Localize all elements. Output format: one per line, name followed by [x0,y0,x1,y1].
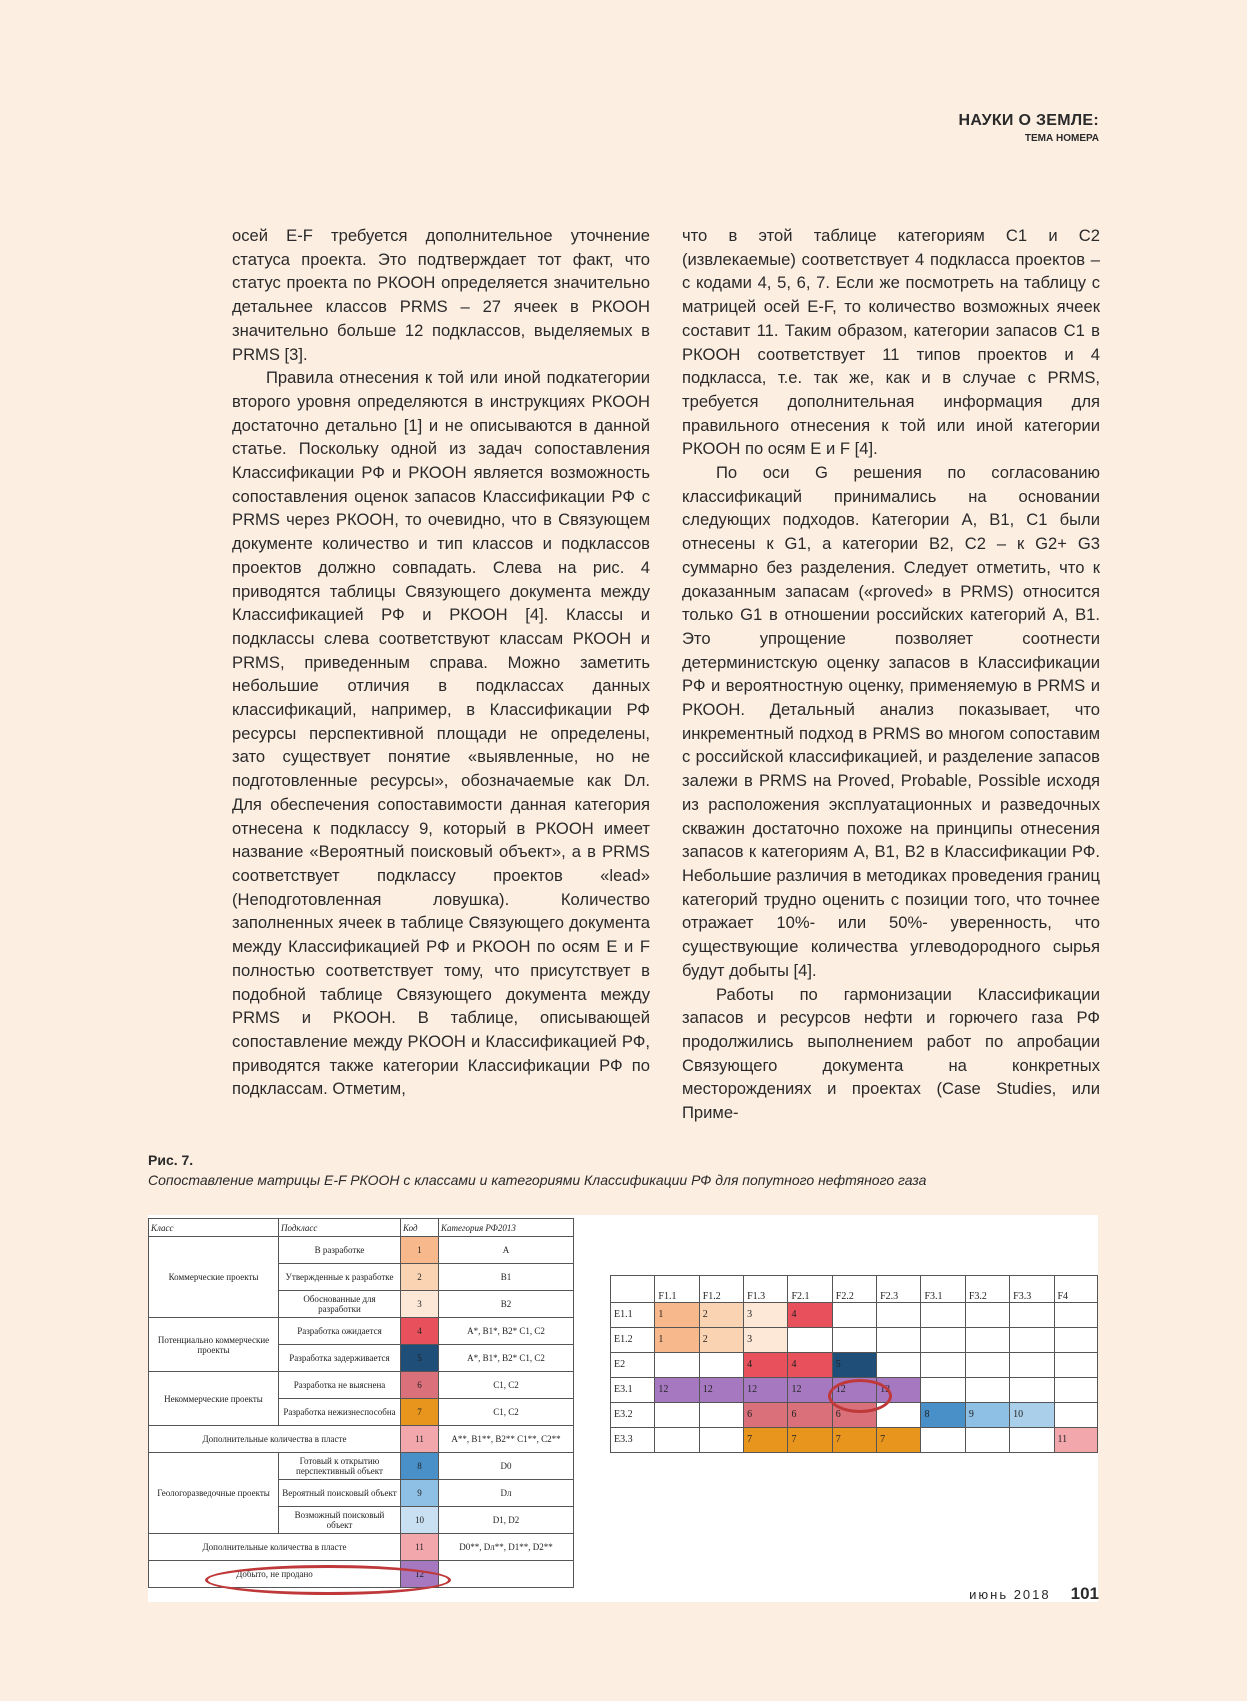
code-cell: 11 [401,1534,439,1561]
matrix-cell: 2 [699,1303,743,1328]
matrix-cell: 12 [699,1378,743,1403]
matrix-cell [1054,1353,1098,1378]
code-cell: 8 [401,1453,439,1480]
code-cell: 2 [401,1264,439,1291]
table-row [149,1372,574,1399]
matrix-cell [655,1428,699,1453]
matrix-cell [877,1303,921,1328]
table-row [149,1237,574,1264]
column-header: F1.3 [744,1276,788,1303]
class-cell: Некоммерческие проекты [149,1372,279,1426]
matrix-cell [965,1378,1009,1403]
matrix-cell: 1 [655,1328,699,1353]
matrix-cell: 7 [877,1428,921,1453]
matrix-cell: 3 [744,1328,788,1353]
issue-date: июнь 2018 [969,1587,1051,1602]
matrix-cell [655,1403,699,1428]
row-header: E3.1 [611,1378,655,1403]
matrix-cell [832,1328,876,1353]
matrix-cell: 1 [655,1303,699,1328]
table-header-cell: Подкласс [279,1219,401,1237]
code-cell: 10 [401,1507,439,1534]
category-cell: С1, С2 [439,1399,574,1426]
matrix-cell: 11 [1054,1428,1098,1453]
code-cell: 4 [401,1318,439,1345]
matrix-cell: 2 [699,1328,743,1353]
matrix-row [611,1303,1098,1328]
left-text-column [232,224,650,1101]
code-cell: 5 [401,1345,439,1372]
row-header: E2 [611,1353,655,1378]
column-header: F2.1 [788,1276,832,1303]
matrix-cell: 12 [744,1378,788,1403]
figure-caption [148,1150,1098,1190]
subclass-cell: Возможный поисковый объект [279,1507,401,1534]
code-cell: 1 [401,1237,439,1264]
table-row [149,1426,574,1453]
matrix-cell [832,1303,876,1328]
matrix-row [611,1428,1098,1453]
code-cell: 11 [401,1426,439,1453]
row-header: E3.2 [611,1403,655,1428]
matrix-cell [921,1328,965,1353]
matrix-cell: 9 [965,1403,1009,1428]
paragraph: Работы по гармонизации Классификации запасов и ресурсов нефти и горючего газа РФ продолжились выполнением работ по апробации Связующего документа на конкретных месторождениях и проектах (Case Studies, или Приме- [682,984,1100,1123]
matrix-cell [965,1328,1009,1353]
matrix-cell [1010,1353,1054,1378]
matrix-cell: 7 [832,1428,876,1453]
matrix-cell: 7 [788,1428,832,1453]
matrix-cell [699,1353,743,1378]
subclass-cell: Разработка ожидается [279,1318,401,1345]
matrix-cell: 6 [832,1403,876,1428]
row-header: E1.1 [611,1303,655,1328]
matrix-cell: 12 [832,1378,876,1403]
category-cell [439,1561,574,1588]
matrix-cell: 4 [788,1353,832,1378]
matrix-cell: 6 [744,1403,788,1428]
table-header-cell: Код [401,1219,439,1237]
class-cell: Дополнительные количества в пласте [149,1534,401,1561]
subclass-cell: Разработка нежизнеспособна [279,1399,401,1426]
code-cell: 7 [401,1399,439,1426]
column-header: F4 [1054,1276,1098,1303]
matrix-cell: 12 [877,1378,921,1403]
matrix-cell [1010,1303,1054,1328]
highlight-oval [205,1565,451,1595]
matrix-cell [655,1353,699,1378]
figure-title: Рис. 7. [148,1152,194,1168]
matrix-cell [921,1353,965,1378]
matrix-cell: 10 [1010,1403,1054,1428]
class-cell: Потенциально коммерческие проекты [149,1318,279,1372]
paragraph: что в этой таблице категориям С1 и С2 (извлекаемые) соответствует 4 подкласса проектов – с кодами 4, 5, 6, 7. Если же посмотреть на таблицу с матрицей осей E-F, то количество возможных ячеек составит 11. Таким образом, категории запасов С1 в РКООН соответствует 11 типов проектов и 4 подкласса, т.е. так же, как и в случае с PRMS, требуется дополнительная информация для правильного отнесения к той или иной категории РКООН по осям E и F [4]. [682,226,1100,459]
class-cell: Геологоразведочные проекты [149,1453,279,1534]
matrix-cell [1010,1428,1054,1453]
matrix-cell [877,1353,921,1378]
table-row [149,1453,574,1480]
section-header [958,112,1099,144]
subclass-cell: Обоснованные для разработки [279,1291,401,1318]
matrix-row [611,1328,1098,1353]
column-header: F2.3 [877,1276,921,1303]
row-header: E1.2 [611,1328,655,1353]
matrix-cell: 8 [921,1403,965,1428]
matrix-cell [788,1328,832,1353]
subclass-cell: Готовый к открытию перспективный объект [279,1453,401,1480]
category-cell: В1 [439,1264,574,1291]
matrix-cell [921,1428,965,1453]
subclass-cell: В разработке [279,1237,401,1264]
matrix-cell: 4 [788,1303,832,1328]
table-header-cell: Категория РФ2013 [439,1219,574,1237]
matrix-cell [1010,1378,1054,1403]
section-title: НАУКИ О ЗЕМЛЕ: [958,112,1099,129]
category-cell: С1, С2 [439,1372,574,1399]
highlight-oval [828,1379,892,1413]
column-header: F1.1 [655,1276,699,1303]
column-header: F2.2 [832,1276,876,1303]
matrix-cell [965,1428,1009,1453]
matrix-cell: 12 [655,1378,699,1403]
ef-matrix-table [610,1275,1098,1453]
matrix-cell: 5 [832,1353,876,1378]
matrix-cell: 4 [744,1353,788,1378]
matrix-cell [921,1303,965,1328]
category-cell: Dл [439,1480,574,1507]
category-cell: В2 [439,1291,574,1318]
matrix-cell [877,1328,921,1353]
matrix-cell [1054,1303,1098,1328]
category-cell: D0 [439,1453,574,1480]
row-header: E3.3 [611,1428,655,1453]
class-cell: Добыто, не продано [149,1561,401,1588]
class-cell: Дополнительные количества в пласте [149,1426,401,1453]
subclass-cell: Утвержденные к разработке [279,1264,401,1291]
matrix-cell: 6 [788,1403,832,1428]
matrix-cell: 12 [788,1378,832,1403]
code-cell: 3 [401,1291,439,1318]
code-cell: 12 [401,1561,439,1588]
table-row [149,1318,574,1345]
matrix-cell [1054,1378,1098,1403]
category-cell: D0**, Dл**, D1**, D2** [439,1534,574,1561]
matrix-cell: 3 [744,1303,788,1328]
page-number: 101 [1070,1584,1099,1603]
right-text-column [682,224,1100,1125]
table-header-cell: Класс [149,1219,279,1237]
category-cell: А [439,1237,574,1264]
category-cell: D1, D2 [439,1507,574,1534]
column-header: F3.2 [965,1276,1009,1303]
matrix-cell [921,1378,965,1403]
subclass-cell: Разработка задерживается [279,1345,401,1372]
table-row [149,1534,574,1561]
column-header: F3.3 [1010,1276,1054,1303]
code-cell: 9 [401,1480,439,1507]
column-header: F3.1 [921,1276,965,1303]
figure-7 [148,1215,1098,1602]
matrix-cell: 7 [744,1428,788,1453]
subclass-cell: Вероятный поисковый объект [279,1480,401,1507]
paragraph: осей E-F требуется дополнительное уточнение статуса проекта. Это подтверждает тот факт, что статус проекта по РКООН определяется значительно детальнее классов PRMS – 27 ячеек в РКООН значительно больше 12 подклассов, выделяемых в PRMS [3]. [232,226,650,364]
column-header: F1.2 [699,1276,743,1303]
matrix-cell [699,1428,743,1453]
matrix-cell [965,1303,1009,1328]
category-cell: А*, В1*, В2* С1, С2 [439,1318,574,1345]
matrix-cell [699,1403,743,1428]
category-cell: А*, В1*, В2* С1, С2 [439,1345,574,1372]
section-subtitle: ТЕМА НОМЕРА [1024,133,1099,144]
matrix-cell [1010,1328,1054,1353]
subclass-cell: Разработка не выяснена [279,1372,401,1399]
matrix-cell [1054,1403,1098,1428]
classification-table [148,1218,574,1588]
matrix-cell [965,1353,1009,1378]
paragraph: Правила отнесения к той или иной подкатегории второго уровня определяются в инструкциях РКООН достаточно детально [1] и не описываются в данной статье. Поскольку одной из задач сопоставления Классификации РФ и РКООН является возможность сопоставления оценок запасов Классификации РФ с PRMS через РКООН, то очевидно, что в Связующем документе количество и тип классов и подклассов проектов должно совпадать. Слева на рис. 4 приводятся таблицы Связующего документа между Классификацией РФ и РКООН [4]. Классы и подклассы слева соответствуют классам РКООН и PRMS, приведенным справа. Можно заметить небольшие отличия в подклассах данных классификаций, например, в Классификации РФ ресурсы перспективной площади не определены, зато существует понятие «выявленные, но не подготовленные ресурсы», обозначаемые как Dл. Для обеспечения сопоставимости данная категория отнесена к подклассу 9, который в РКООН имеет название «Вероятный поисковый объект», а в PRMS соответствует подклассу проектов «lead» (Неподготовленная ловушка). Количество заполненных ячеек в таблице Связующего документа между Классификацией РФ и РКООН по осям E и F полностью соответствует тому, что присутствует в подобной таблице Связующего документа между PRMS и РКООН. В таблице, описывающей сопоставление между РКООН и Классификацией РФ, приводятся также категории Классификации РФ по подклассам. Отметим, [232,368,650,1099]
figure-description: Сопоставление матрицы E-F РКООН с классами и категориями Классификации РФ для попутного нефтяного газа [148,1172,927,1188]
category-cell: А**, В1**, В2** С1**, С2** [439,1426,574,1453]
matrix-row [611,1353,1098,1378]
matrix-cell [1054,1328,1098,1353]
page-footer [969,1584,1099,1604]
corner-cell [611,1276,655,1303]
class-cell: Коммерческие проекты [149,1237,279,1318]
code-cell: 6 [401,1372,439,1399]
paragraph: По оси G решения по согласованию классификаций принимались на основании следующих подходов. Категории А, В1, С1 были отнесены к G1, а категории В2, С2 – к G2+ G3 суммарно без разделения. Следует отметить, что к доказанным запасам («proved» в PRMS) относится только G1 в отношении российских категорий А, В1. Это упрощение позволяет соотнести детерминистскую оценку запасов в Классификации РФ и вероятностную оценку, применяемую в PRMS и РКООН. Детальный анализ показывает, что инкрементный подход в PRMS во многом сопоставим с российской классификацией, и разделение запасов залежи в PRMS на Proved, Probable, Possible исходя из расположения эксплуатационных и разведочных скважин достаточно похоже на принципы отнесения запасов к категориям А, В1, В2 в Классификации РФ. Небольшие различия в методиках проведения границ категорий трудно оценить с позиции того, что точнее отражает 10%- или 50%- уверенность, что существующие количества углеводородного сырья будут добыты [4]. [682,463,1100,980]
